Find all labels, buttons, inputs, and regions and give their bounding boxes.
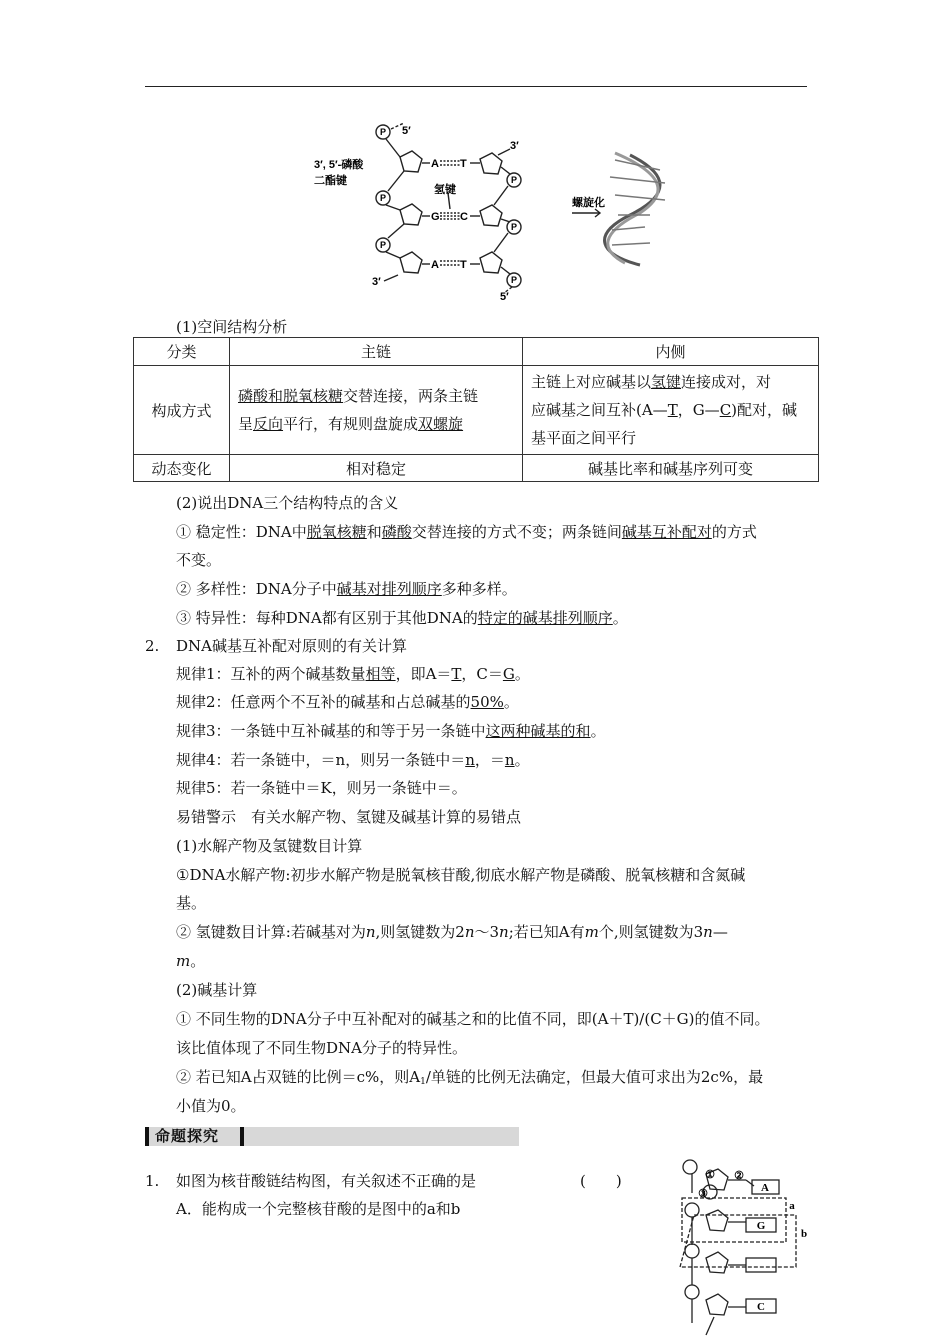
hydrolysis-text: ①DNA水解产物:初步水解产物是脱氧核苷酸,彻底水解产物是磷酸、脱氧核糖和含氮碱 [176,866,746,884]
item-2-title: DNA碱基互补配对原则的有关计算 [176,637,407,655]
sugar-pentagon [480,205,502,226]
sugar-pentagon [480,252,502,273]
item-2-number: 2. [145,637,160,655]
ratio-text-cont: 小值为0。 [176,1097,246,1115]
phosphodiester-label: 二酯键 [314,175,347,187]
stability-text: ① 稳定性：DNA中脱氧核糖和磷酸交替连接的方式不变；两条链间碱基互补配对的方式 [176,523,757,541]
specificity-text: ③ 特异性：每种DNA都有区别于其他DNA的特定的碱基排列顺序。 [176,609,628,627]
rule-5: 规律5：若一条链中＝K，则另一条链中＝。 [176,779,467,797]
rule-1: 规律1：互补的两个碱基数量相等，即A＝T，C＝G。 [176,665,530,683]
hbond-count-text: ② 氢键数目计算:若碱基对为n,则氢键数为2n～3n;若已知A有m个,则氢键数为3n— [176,923,728,941]
rule-3: 规律3：一条链中互补碱基的和等于另一条链中这两种碱基的和。 [176,722,606,740]
region-a-label: a [789,1200,795,1212]
section-title: 命题探究 [155,1127,220,1145]
section-bar [145,1127,149,1146]
base-g-label: G [756,1220,766,1232]
table-header: 内侧 [523,338,819,366]
s2-title: (2)说出DNA三个结构特点的含义 [176,494,399,512]
table-cell: 碱基比率和碱基序列可变 [523,455,819,482]
base-c-label: C [757,1301,765,1313]
top-rule [145,86,807,87]
row-label: 构成方式 [134,366,230,455]
warning-2-title: (2)碱基计算 [176,981,258,999]
table-cell: 磷酸和脱氧核糖交替连接，两条主链 呈反向平行，有规则盘旋成双螺旋 [230,366,523,455]
ratio-text: ② 若已知A占双链的比例＝c%，则$A_1/$单链的比例无法确定，但最大值可求出为2c%，最 [176,1068,764,1087]
double-helix-image [605,153,665,265]
label-1: ① [705,1169,715,1181]
region-b-label: b [800,1228,808,1240]
section-header [145,1127,519,1146]
stability-text-cont: 不变。 [176,551,222,569]
base-label: G [431,211,440,223]
p-label: P [379,193,387,203]
sugar-pentagon [400,151,422,172]
structure-table [133,337,819,482]
p-label: P [379,127,387,137]
base-calc-text: ① 不同生物的DNA分子中互补配对的碱基之和的比值不同，即(A＋T)/(C＋G)的值不同。 [176,1010,770,1028]
p-label: P [379,240,387,250]
three-prime-label: 3′ [372,276,381,288]
base-label: A [431,259,439,271]
question-1-number: 1. [145,1172,160,1190]
sugar-pentagon [480,153,502,174]
base-calc-text-cont: 该比值体现了不同生物DNA分子的特异性。 [176,1039,467,1057]
option-a: A．能构成一个完整核苷酸的是图中的a和b [176,1200,461,1218]
phosphodiester-label: 3′, 5′-磷酸 [314,159,364,171]
table-cell: 主链上对应碱基以氢键连接成对，对 应碱基之间互补(A—T，G—C)配对，碱 基平面之间平行 [523,366,819,455]
p-label: P [510,275,518,285]
row-label: 动态变化 [134,455,230,482]
five-prime-label: 5′ [402,125,411,137]
diversity-text: ② 多样性：DNA分子中碱基对排列顺序多种多样。 [176,580,517,598]
question-1-text: 如图为核苷酸链结构图，有关叙述不正确的是 [176,1172,477,1190]
hbond-label: 氢键 [434,184,456,196]
base-a-label: A [761,1182,769,1194]
three-prime-label: 3′ [510,140,519,152]
section-bar [240,1127,244,1146]
warning-title: 易错警示 有关水解产物、氢键及碱基计算的易错点 [176,808,522,826]
table-cell: 相对稳定 [230,455,523,482]
s1-title: (1)空间结构分析 [176,318,288,336]
table-header: 主链 [230,338,523,366]
dna-structure-diagram [300,115,680,305]
label-2: ② [734,1170,744,1182]
sugar-pentagon [400,252,422,273]
base-label: T [460,259,467,271]
nucleotide-chain-diagram [670,1155,810,1340]
sugar-pentagon [400,204,422,225]
rule-2: 规律2：任意两个不互补的碱基和占总碱基的50%。 [176,693,519,711]
base-label: A [431,158,439,170]
answer-blank[interactable]: ( ) [580,1172,622,1190]
rule-4: 规律4：若一条链中，＝n，则另一条链中＝n，＝n。 [176,751,530,769]
five-prime-label: 5′ [500,291,509,303]
table-header: 分类 [134,338,230,366]
p-label: P [510,222,518,232]
hbond-count-text-cont: m。 [176,952,206,970]
spiral-label: 螺旋化 [572,197,605,209]
hydrolysis-text-cont: 基。 [176,894,207,912]
label-3: ③ [698,1188,708,1200]
base-label: C [460,211,468,223]
warning-1-title: (1)水解产物及氢键数目计算 [176,837,363,855]
base-label: T [460,158,467,170]
p-label: P [510,175,518,185]
